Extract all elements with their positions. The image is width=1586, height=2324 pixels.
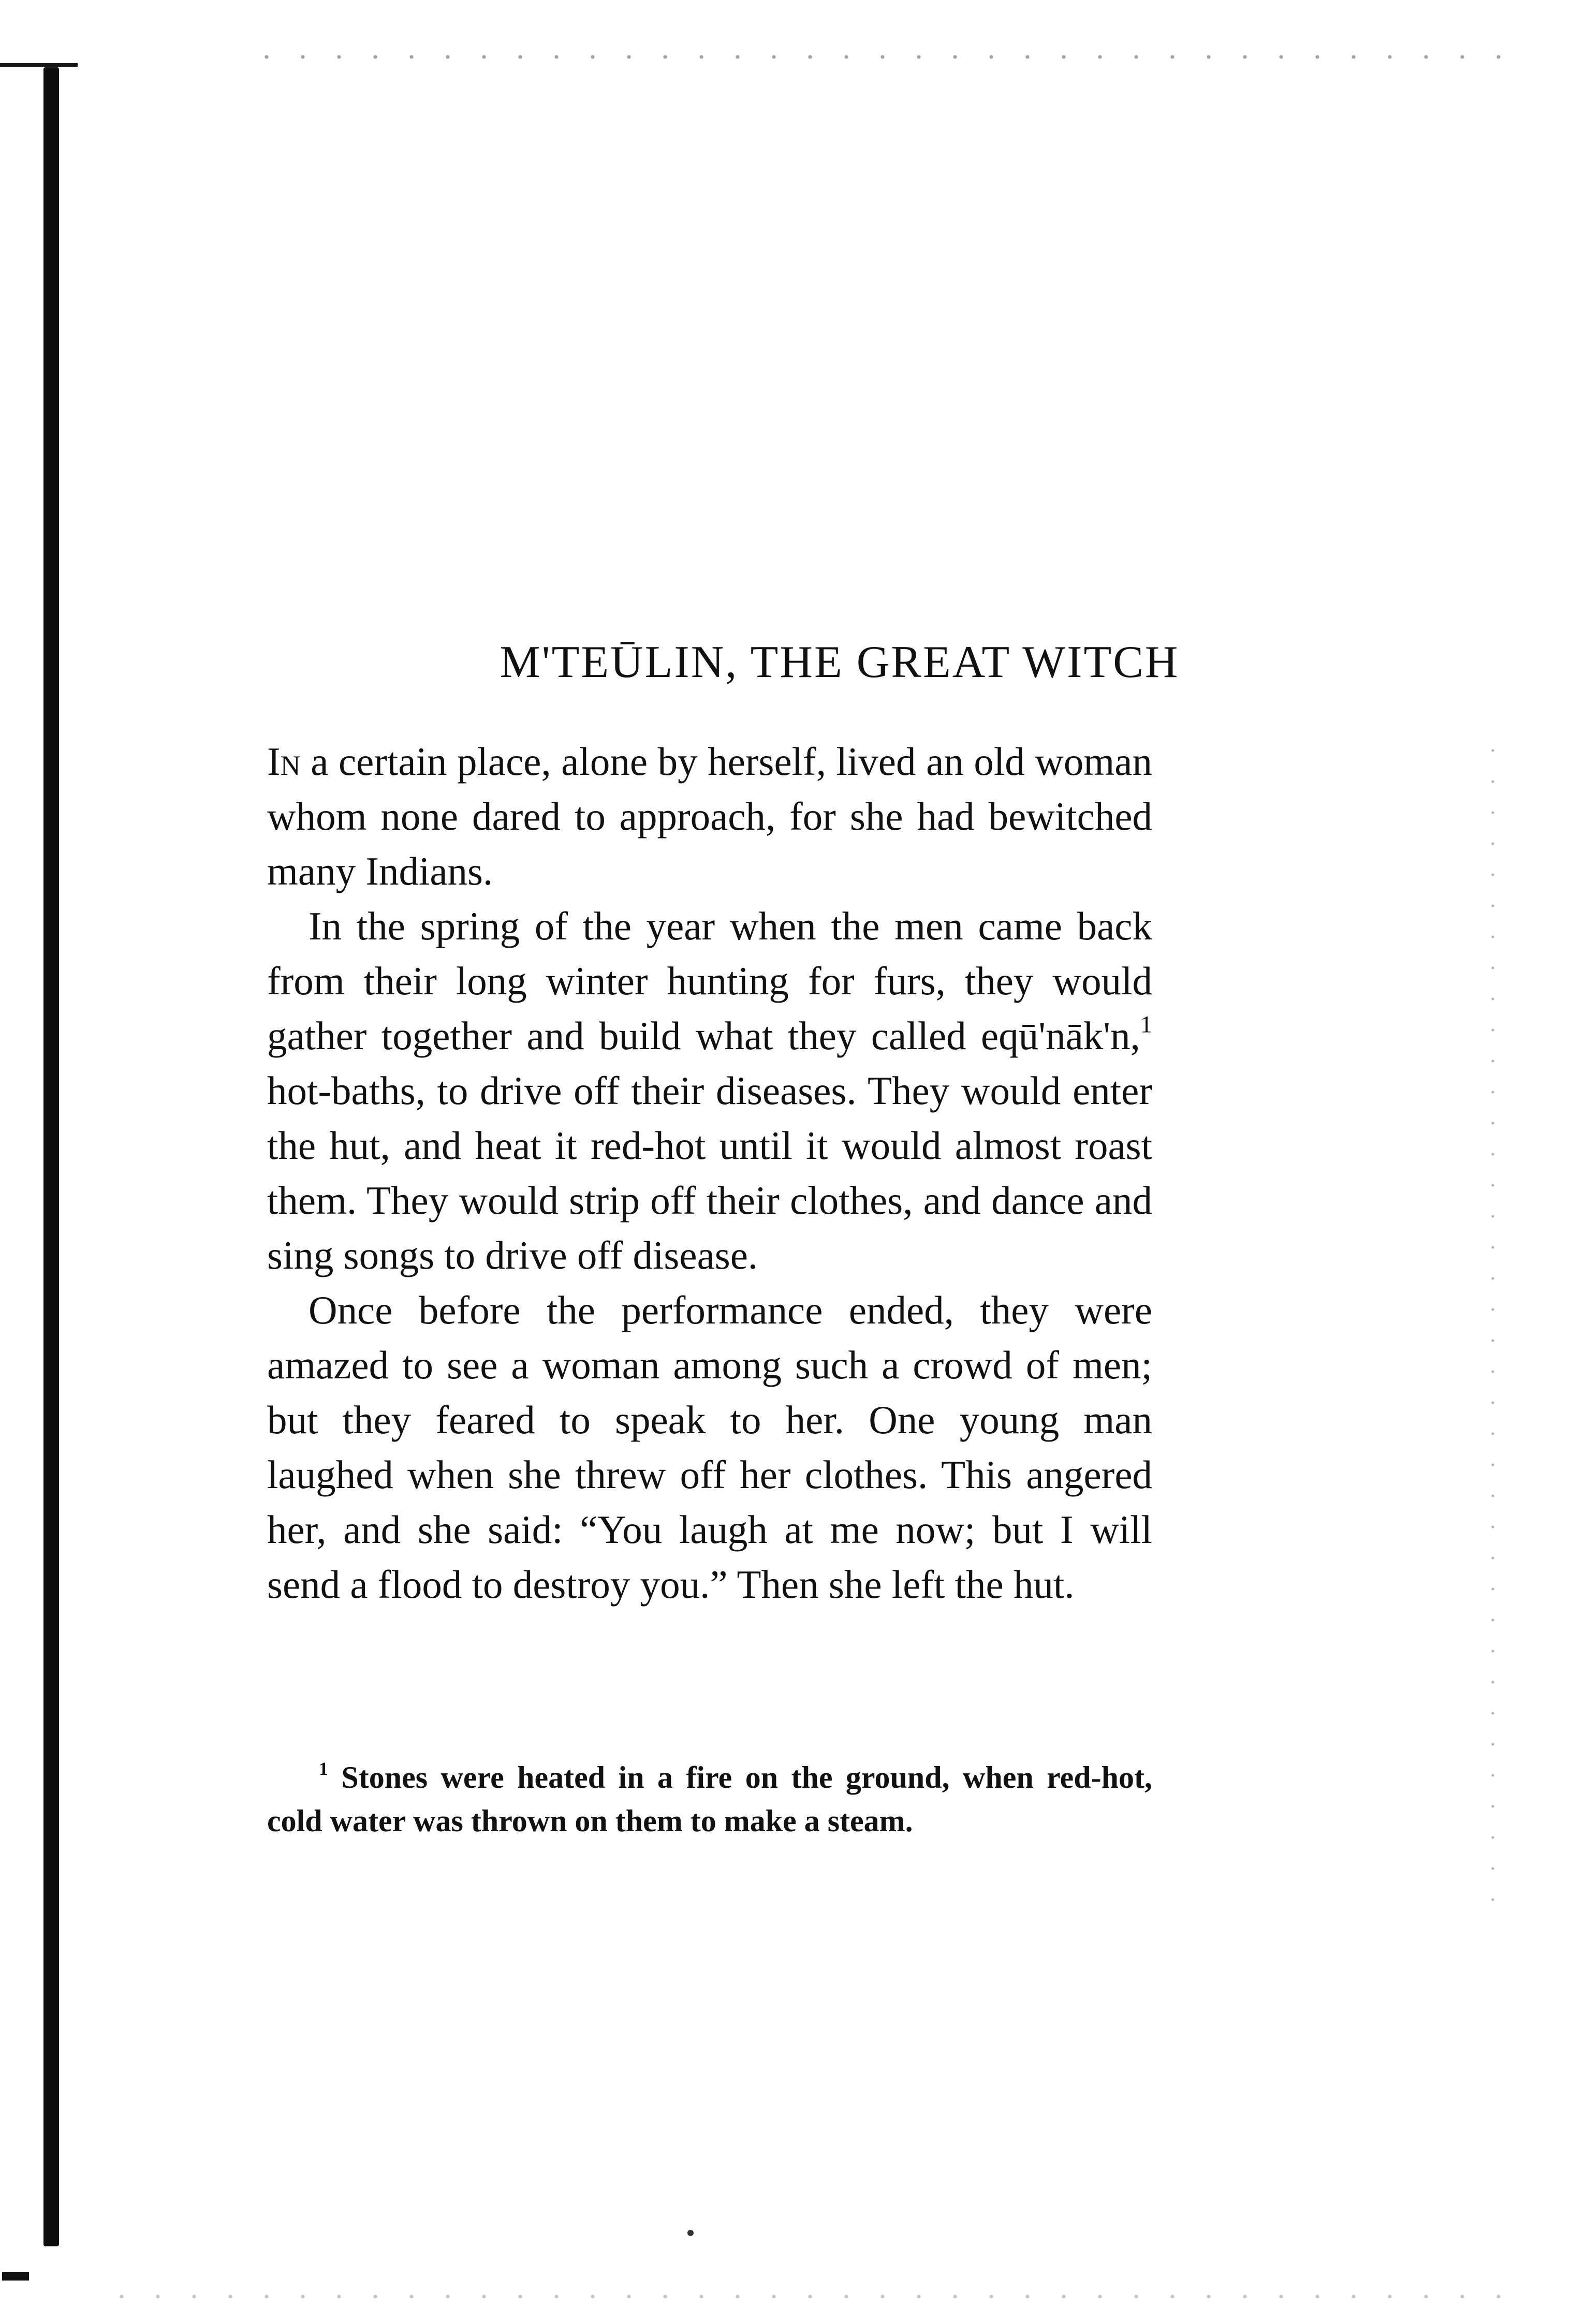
paragraph-1 (267, 734, 1152, 899)
scan-edge-mark (2, 2272, 29, 2281)
paragraph-1-lead: In (267, 739, 301, 784)
footnote (267, 1756, 1152, 1843)
paragraph-2-text-b: hot-baths, to drive off their diseases. They would enter the hut, and heat it red-hot until it would almost roast them. They would strip off their clothes, and dance and sing songs to drive off disease. (267, 1068, 1152, 1277)
scan-speck (687, 2230, 694, 2236)
paragraph-2-text-a: In the spring of the year when the men came back from their long winter hunting for furs, they would gather together and build what they called eqū'nāk'n, (267, 904, 1152, 1058)
footnote-text: Stones were heated in a fire on the ground, when red-hot, cold water was thrown on them to make a steam. (267, 1760, 1152, 1838)
footnote-reference: 1 (1140, 1011, 1152, 1038)
footnote-marker: 1 (319, 1758, 328, 1779)
scan-binding-tick (0, 63, 78, 67)
paragraph-3 (267, 1283, 1152, 1612)
scan-binding-edge (43, 67, 59, 2246)
scan-specks-top (248, 54, 1501, 60)
body-text (267, 734, 1152, 1612)
scan-specks-bottom (104, 2294, 1501, 2299)
chapter-title: M'TEŪLIN, THE GREAT WITCH (500, 637, 1180, 687)
paragraph-3-text: Once before the performance ended, they were amazed to see a woman among such a crowd of men; but they feared to speak to her. One young man laughed when she threw off her clothes. This angered her, and she said: “You laugh at me now; but I will send a flood to destroy you.” Then she left the hut. (267, 1288, 1152, 1607)
paragraph-2 (267, 899, 1152, 1283)
scan-specks-right (1491, 735, 1495, 1925)
paragraph-1-text: a certain place, alone by herself, lived an old woman whom none dared to approach, for she had bewitched many Indians. (267, 739, 1152, 893)
